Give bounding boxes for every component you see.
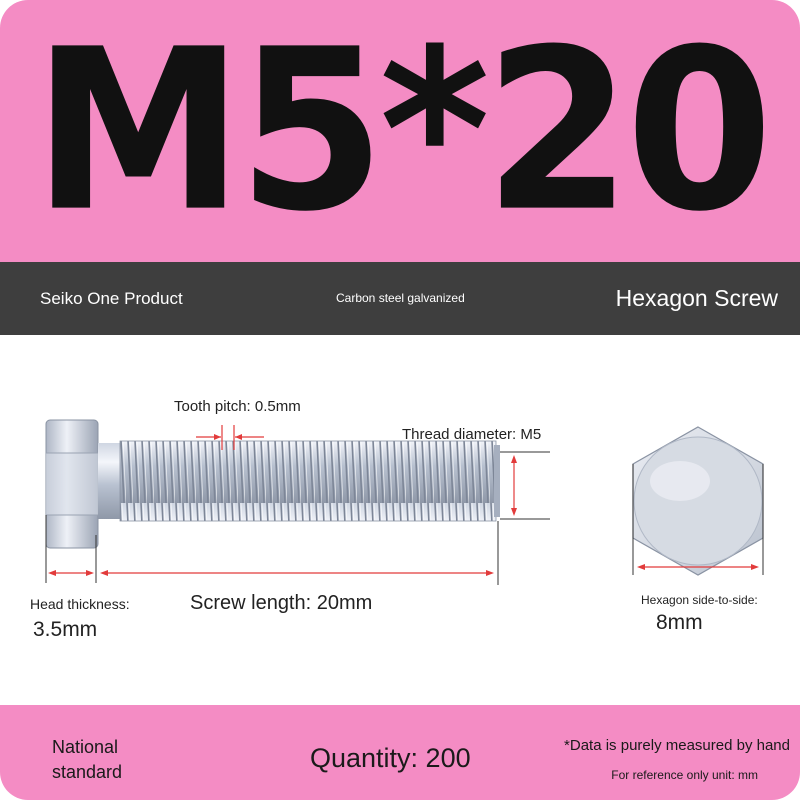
title-banner	[0, 0, 800, 262]
screw-length-marker	[100, 570, 494, 576]
screw-diagram	[0, 335, 800, 705]
reference-note: For reference only unit: mm	[611, 768, 758, 782]
product-illustration	[0, 335, 800, 705]
thread-diameter-marker	[500, 452, 550, 519]
screw-shank	[98, 441, 500, 521]
standard-line-2: standard	[52, 762, 123, 782]
quantity-text: Quantity: 200	[310, 743, 471, 773]
head-thickness-label: Head thickness:	[30, 596, 130, 612]
product-type-text: Hexagon Screw	[615, 285, 778, 311]
head-thickness-marker	[48, 570, 94, 576]
screw-head	[46, 420, 98, 548]
footer-band	[0, 705, 800, 800]
brand-text: Seiko One Product	[40, 289, 183, 308]
screw-length-label: Screw length: 20mm	[190, 592, 373, 614]
standard-line-1: National	[52, 737, 119, 757]
info-band	[0, 262, 800, 335]
thread-diameter-label: Thread diameter: M5	[402, 426, 542, 443]
hexagon-head-view	[633, 427, 763, 575]
standard-text	[52, 735, 122, 785]
head-thickness-value: 3.5mm	[33, 618, 98, 641]
hex-side-value: 8mm	[656, 611, 703, 634]
measurement-note: *Data is purely measured by hand	[564, 737, 790, 754]
hex-side-label: Hexagon side-to-side:	[641, 593, 758, 607]
tooth-pitch-label: Tooth pitch: 0.5mm	[174, 398, 301, 415]
product-title: M5*20	[32, 0, 768, 261]
material-text: Carbon steel galvanized	[336, 291, 465, 305]
